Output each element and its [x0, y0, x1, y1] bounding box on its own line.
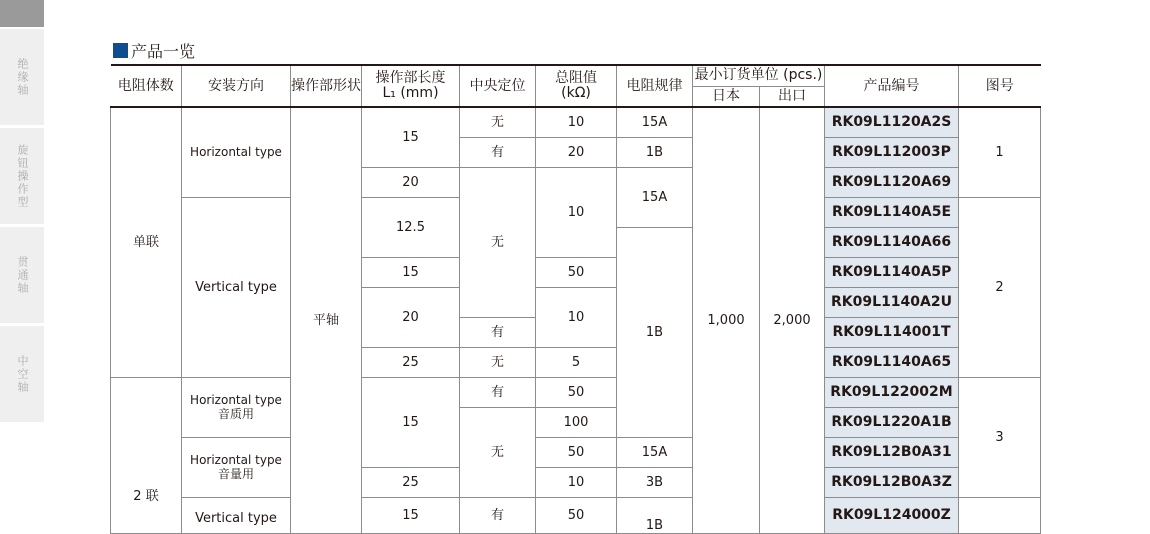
cell-direction: Vertical type	[182, 197, 291, 377]
cell-taper: 15A	[617, 167, 693, 227]
section-title	[113, 40, 195, 60]
cell-center: 无	[460, 407, 536, 497]
header-moq-japan: 日本	[693, 86, 760, 107]
section-title-text: 产品一览	[131, 41, 196, 61]
header-center: 中央定位	[460, 65, 536, 107]
sidebar-tab-label: 中空轴	[16, 354, 29, 394]
cell-length: 20	[362, 167, 460, 197]
direction-line2: 音量用	[217, 467, 254, 481]
cell-figure: 2	[959, 197, 1041, 377]
cell-moq-export: 2,000	[760, 107, 825, 533]
cell-center: 无	[460, 167, 536, 317]
cell-center: 有	[460, 317, 536, 347]
cell-part-number[interactable]: RK09L12B0A31	[825, 437, 959, 467]
cell-resistance: 100	[536, 407, 617, 437]
cell-resistance: 10	[536, 287, 617, 347]
cell-part-number[interactable]: RK09L1120A2S	[825, 107, 959, 137]
cell-resistance: 50	[536, 257, 617, 287]
cell-direction: Vertical type	[182, 497, 291, 533]
product-table	[110, 64, 1041, 534]
sidebar-tab-through-shaft[interactable]	[0, 227, 44, 323]
direction-line1: Horizontal type	[190, 453, 282, 467]
cell-center: 有	[460, 137, 536, 167]
cell-resistance: 50	[536, 497, 617, 533]
header-units: 电阻体数	[111, 65, 182, 107]
cell-figure: 3	[959, 377, 1041, 497]
cell-resistance: 20	[536, 137, 617, 167]
header-taper: 电阻规律	[617, 65, 693, 107]
cell-length: 20	[362, 287, 460, 347]
cell-length: 15	[362, 257, 460, 287]
direction-line2: 音质用	[217, 407, 254, 421]
cell-shape: 平轴	[291, 107, 362, 533]
cell-resistance: 10	[536, 467, 617, 497]
cell-part-number[interactable]: RK09L124000Z	[825, 497, 959, 533]
sidebar-tab-label: 绝缘轴	[16, 57, 29, 97]
header-figure: 图号	[959, 65, 1041, 107]
cell-figure: 1	[959, 107, 1041, 197]
cell-center: 无	[460, 107, 536, 137]
section-marker-icon	[113, 43, 128, 58]
direction-line1: Horizontal type	[190, 393, 282, 407]
header-resistance-line1: 总阻值	[555, 70, 597, 86]
sidebar-tab-label: 旋钮操作型	[16, 143, 29, 209]
header-shape: 操作部形状	[291, 65, 362, 107]
sidebar	[0, 0, 44, 529]
cell-length: 12.5	[362, 197, 460, 257]
cell-part-number[interactable]: RK09L122002M	[825, 377, 959, 407]
cell-part-number[interactable]: RK09L1140A2U	[825, 287, 959, 317]
sidebar-tab-knob-type[interactable]	[0, 128, 44, 224]
cell-center: 无	[460, 347, 536, 377]
cell-resistance: 50	[536, 437, 617, 467]
cell-taper: 15A	[617, 437, 693, 467]
cell-length: 15	[362, 497, 460, 533]
cell-part-number[interactable]: RK09L1120A69	[825, 167, 959, 197]
cell-part-number[interactable]: RK09L1140A66	[825, 227, 959, 257]
cell-length: 15	[362, 107, 460, 167]
header-part-number: 产品编号	[825, 65, 959, 107]
cell-taper: 1B	[617, 227, 693, 437]
cell-moq-japan: 1,000	[693, 107, 760, 533]
cell-units-single: 单联	[111, 107, 182, 377]
cell-length: 25	[362, 467, 460, 497]
cell-part-number[interactable]: RK09L1140A65	[825, 347, 959, 377]
sidebar-tab-insulated-shaft[interactable]	[0, 29, 44, 125]
header-resistance	[536, 65, 617, 107]
header-resistance-line2: (kΩ)	[561, 85, 591, 101]
cell-resistance: 10	[536, 167, 617, 257]
header-moq-export: 出口	[760, 86, 825, 107]
cell-part-number[interactable]: RK09L1140A5E	[825, 197, 959, 227]
cell-figure	[959, 497, 1041, 533]
cell-taper: 15A	[617, 107, 693, 137]
cell-resistance: 10	[536, 107, 617, 137]
cell-taper: 1B	[617, 497, 693, 533]
cell-part-number[interactable]: RK09L1140A5P	[825, 257, 959, 287]
header-length-line2: L₁ (mm)	[382, 85, 439, 101]
header-direction: 安装方向	[182, 65, 291, 107]
cell-resistance: 50	[536, 377, 617, 407]
sidebar-tab-label: 贯通轴	[16, 255, 29, 295]
cell-resistance: 5	[536, 347, 617, 377]
cell-length: 15	[362, 377, 460, 467]
header-moq: 最小订货单位 (pcs.)	[693, 65, 825, 86]
sidebar-top-block	[0, 0, 44, 27]
cell-direction-horizontal-volume	[182, 437, 291, 497]
header-length-line1: 操作部长度	[375, 70, 446, 86]
cell-part-number[interactable]: RK09L112003P	[825, 137, 959, 167]
cell-units-dual: 2 联	[111, 377, 182, 533]
cell-direction: Horizontal type	[182, 107, 291, 197]
cell-taper: 3B	[617, 467, 693, 497]
cell-part-number[interactable]: RK09L114001T	[825, 317, 959, 347]
cell-center: 有	[460, 497, 536, 533]
header-length	[362, 65, 460, 107]
cell-taper: 1B	[617, 137, 693, 167]
cell-part-number[interactable]: RK09L1220A1B	[825, 407, 959, 437]
cell-center: 有	[460, 377, 536, 407]
cell-direction-horizontal-tone	[182, 377, 291, 437]
sidebar-tab-hollow-shaft[interactable]	[0, 326, 44, 422]
cell-length: 25	[362, 347, 460, 377]
cell-part-number[interactable]: RK09L12B0A3Z	[825, 467, 959, 497]
